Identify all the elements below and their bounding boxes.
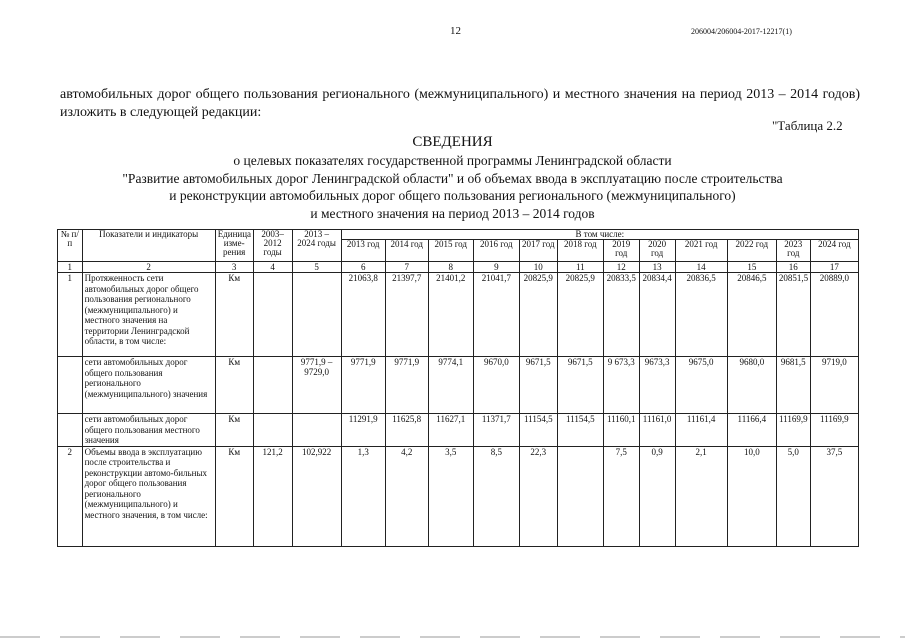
table-row xyxy=(58,414,859,447)
page-number: 12 xyxy=(450,25,461,37)
cell-value: 20825,9 xyxy=(519,273,557,357)
column-number: 2 xyxy=(82,262,215,273)
cell-unit: Км xyxy=(215,357,253,414)
cell-p2003 xyxy=(253,357,292,414)
cell-value: 20825,9 xyxy=(557,273,603,357)
header-year: 2018 год xyxy=(557,240,603,262)
cell-total: 102,922 xyxy=(292,446,341,546)
cell-value: 2,1 xyxy=(675,446,727,546)
cell-value: 11371,7 xyxy=(473,414,519,447)
cell-value: 9771,9 xyxy=(341,357,385,414)
header-year: 2019 год xyxy=(603,240,639,262)
header-year: 2023 год xyxy=(776,240,810,262)
cell-value: 9719,0 xyxy=(810,357,858,414)
cell-value: 11169,9 xyxy=(776,414,810,447)
title-line-5: и местного значения на период 2013 – 2014 годов xyxy=(310,205,595,221)
cell-value: 11169,9 xyxy=(810,414,858,447)
column-number: 7 xyxy=(385,262,428,273)
cell-total xyxy=(292,273,341,357)
cell-value: 4,2 xyxy=(385,446,428,546)
column-number: 8 xyxy=(428,262,473,273)
cell-value: 21401,2 xyxy=(428,273,473,357)
cell-value: 11291,9 xyxy=(341,414,385,447)
cell-no xyxy=(58,357,83,414)
cell-unit: Км xyxy=(215,414,253,447)
cell-value: 20851,5 xyxy=(776,273,810,357)
table-row xyxy=(58,273,859,357)
cell-value: 9774,1 xyxy=(428,357,473,414)
table-reference: "Таблица 2.2 xyxy=(772,118,843,133)
cell-value xyxy=(557,446,603,546)
column-number: 17 xyxy=(810,262,858,273)
cell-value: 21063,8 xyxy=(341,273,385,357)
cell-value: 9670,0 xyxy=(473,357,519,414)
cell-value: 10,0 xyxy=(727,446,776,546)
column-number: 13 xyxy=(639,262,675,273)
cell-p2003 xyxy=(253,414,292,447)
cell-p2003 xyxy=(253,273,292,357)
header-year: 2022 год xyxy=(727,240,776,262)
cell-value: 8,5 xyxy=(473,446,519,546)
header-year: 2014 год xyxy=(385,240,428,262)
column-number: 6 xyxy=(341,262,385,273)
cell-value: 9671,5 xyxy=(557,357,603,414)
cell-value: 20846,5 xyxy=(727,273,776,357)
header-unit: Единица изме-рения xyxy=(215,230,253,262)
cell-value: 20836,5 xyxy=(675,273,727,357)
scan-artifact xyxy=(0,636,905,638)
header-year: 2020 год xyxy=(639,240,675,262)
cell-value: 11166,4 xyxy=(727,414,776,447)
cell-value: 11160,1 xyxy=(603,414,639,447)
cell-value: 21397,7 xyxy=(385,273,428,357)
cell-value: 11627,1 xyxy=(428,414,473,447)
header-year: 2024 год xyxy=(810,240,858,262)
cell-value: 9 673,3 xyxy=(603,357,639,414)
header-indicator: Показатели и индикаторы xyxy=(82,230,215,262)
indicators-table xyxy=(57,229,859,547)
header-year: 2015 год xyxy=(428,240,473,262)
header-year: 2013 год xyxy=(341,240,385,262)
column-number: 1 xyxy=(58,262,83,273)
column-number: 12 xyxy=(603,262,639,273)
title-line-4: и реконструкции автомобильных дорог общего пользования регионального (межмуниципального) xyxy=(169,188,736,203)
header-year: 2016 год xyxy=(473,240,519,262)
title-subheading xyxy=(0,152,905,222)
cell-value: 11625,8 xyxy=(385,414,428,447)
table-row xyxy=(58,446,859,546)
column-number: 10 xyxy=(519,262,557,273)
header-2003-2012: 2003–2012 годы xyxy=(253,230,292,262)
cell-value: 9771,9 xyxy=(385,357,428,414)
cell-value: 11161,4 xyxy=(675,414,727,447)
column-number: 15 xyxy=(727,262,776,273)
title-line-2: о целевых показателях государственной программы Ленинградской области xyxy=(233,153,672,168)
header-2013-2024: 2013 – 2024 годы xyxy=(292,230,341,262)
cell-value: 7,5 xyxy=(603,446,639,546)
cell-value: 9671,5 xyxy=(519,357,557,414)
column-number: 16 xyxy=(776,262,810,273)
cell-value: 11161,0 xyxy=(639,414,675,447)
column-number: 5 xyxy=(292,262,341,273)
cell-total: 9771,9 – 9729,0 xyxy=(292,357,341,414)
cell-unit: Км xyxy=(215,273,253,357)
header-year: 2017 год xyxy=(519,240,557,262)
cell-value: 20889,0 xyxy=(810,273,858,357)
cell-value: 9680,0 xyxy=(727,357,776,414)
cell-value: 11154,5 xyxy=(557,414,603,447)
column-number: 14 xyxy=(675,262,727,273)
title-line-3: "Развитие автомобильных дорог Ленинградской области" и об объемах ввода в эксплуатацию после строительства xyxy=(122,170,783,186)
cell-value: 37,5 xyxy=(810,446,858,546)
header-including: В том числе: xyxy=(341,230,858,240)
cell-value: 9675,0 xyxy=(675,357,727,414)
cell-value: 20834,4 xyxy=(639,273,675,357)
column-number: 4 xyxy=(253,262,292,273)
cell-value: 9673,3 xyxy=(639,357,675,414)
cell-value: 9681,5 xyxy=(776,357,810,414)
cell-indicator: сети автомобильных дорог общего пользования местного значения xyxy=(82,414,215,447)
cell-indicator: Протяженность сети автомобильных дорог общего пользования регионального (межмуниципального) и местного значения на территории Ленинградской области, в том числе: xyxy=(82,273,215,357)
header-number: № п/п xyxy=(58,230,83,262)
cell-no xyxy=(58,414,83,447)
column-number: 9 xyxy=(473,262,519,273)
column-number: 11 xyxy=(557,262,603,273)
cell-value: 21041,7 xyxy=(473,273,519,357)
cell-value: 0,9 xyxy=(639,446,675,546)
cell-value: 11154,5 xyxy=(519,414,557,447)
column-number: 3 xyxy=(215,262,253,273)
table-row xyxy=(58,357,859,414)
cell-value: 3,5 xyxy=(428,446,473,546)
cell-no: 1 xyxy=(58,273,83,357)
cell-value: 22,3 xyxy=(519,446,557,546)
cell-unit: Км xyxy=(215,446,253,546)
cell-indicator: сети автомобильных дорог общего пользования регионального (межмуниципального) значения xyxy=(82,357,215,414)
document-id: 206004/206004-2017-12217(1) xyxy=(691,27,792,36)
header-year: 2021 год xyxy=(675,240,727,262)
cell-p2003: 121,2 xyxy=(253,446,292,546)
cell-indicator: Объемы ввода в эксплуатацию после строительства и реконструкции автомо-бильных дорог общего пользования регионального (межмуниципального) и местного значения, в том числе: xyxy=(82,446,215,546)
cell-value: 5,0 xyxy=(776,446,810,546)
intro-paragraph: автомобильных дорог общего пользования регионального (межмуниципального) и местного значения на период 2013 – 2014 годов) изложить в следующей редакции: xyxy=(60,87,860,120)
cell-total xyxy=(292,414,341,447)
title-heading: СВЕДЕНИЯ xyxy=(412,134,493,150)
cell-value: 1,3 xyxy=(341,446,385,546)
cell-value: 20833,5 xyxy=(603,273,639,357)
cell-no: 2 xyxy=(58,446,83,546)
